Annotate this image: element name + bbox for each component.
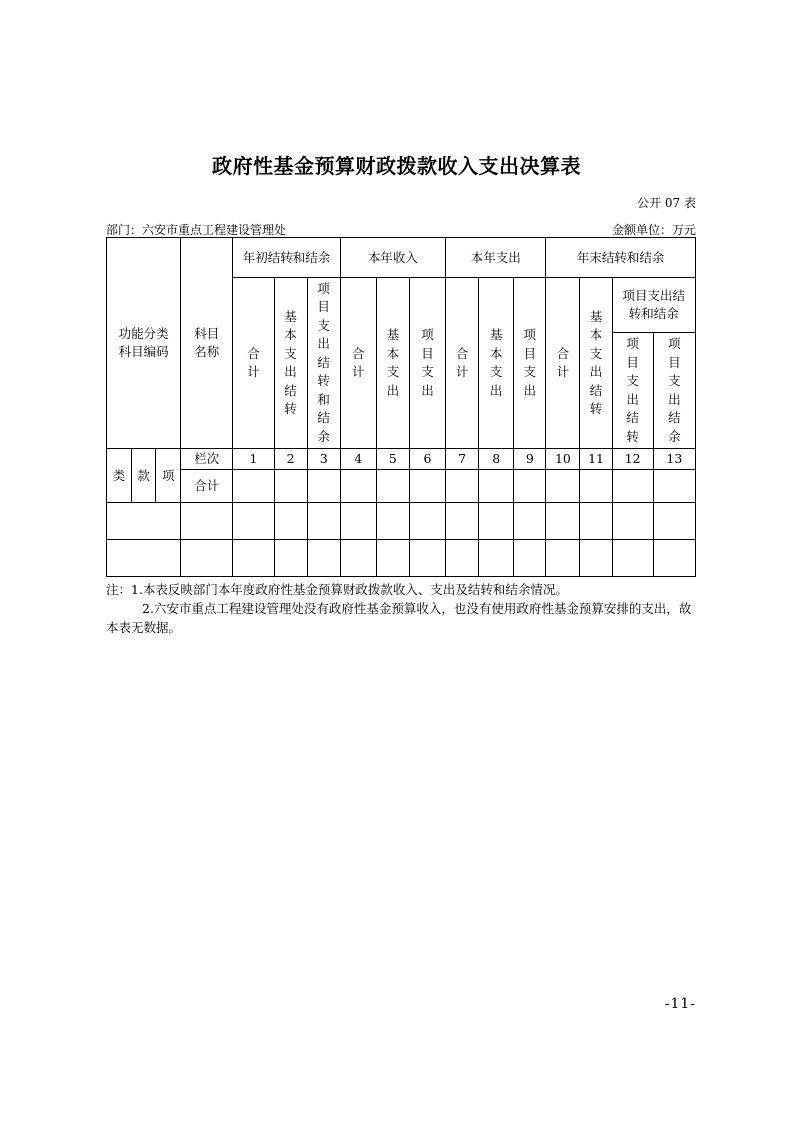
table-cell: [340, 503, 376, 540]
table-cell: [233, 503, 274, 540]
header-begin-total: 合计: [233, 278, 274, 449]
table-cell: [514, 540, 546, 577]
row-total-label: 合计: [181, 470, 233, 503]
subheader-lei: 类: [107, 449, 132, 503]
table-cell: [514, 503, 546, 540]
col-number: 13: [653, 449, 695, 470]
table-cell: [653, 540, 695, 577]
table-cell: [546, 470, 580, 503]
notes: [106, 580, 698, 637]
header-function-code: 功能分类科目编码: [107, 238, 181, 449]
header-begin-balance: 年初结转和结余: [233, 238, 340, 278]
table-cell: [580, 503, 612, 540]
table-cell: [409, 503, 445, 540]
page-title: 政府性基金预算财政拨款收入支出决算表: [212, 154, 581, 178]
table-row: [107, 503, 696, 540]
subheader-kuan: 款: [132, 449, 156, 503]
table-cell: [409, 470, 445, 503]
col-number: 12: [612, 449, 653, 470]
table-cell: [233, 540, 274, 577]
header-subject-name: 科目名称: [181, 238, 233, 449]
row-label-column-index: 栏次: [181, 449, 233, 470]
table-cell: [446, 503, 479, 540]
table-cell: [274, 503, 307, 540]
table-cell: [181, 503, 233, 540]
header-expense-project: 项目支出: [514, 278, 546, 449]
header-current-expense: 本年支出: [446, 238, 546, 278]
table-cell: [479, 540, 514, 577]
col-number: 10: [546, 449, 580, 470]
table-cell: [107, 503, 181, 540]
table-cell: [274, 540, 307, 577]
table-cell: [580, 540, 612, 577]
col-number: 8: [479, 449, 514, 470]
header-begin-project-carry-balance: 项目支出结转和结余: [307, 278, 340, 449]
table-cell: [612, 540, 653, 577]
header-expense-total: 合计: [446, 278, 479, 449]
table-cell: [409, 540, 445, 577]
header-income-basic: 基本支出: [376, 278, 409, 449]
col-number: 6: [409, 449, 445, 470]
header-expense-basic: 基本支出: [479, 278, 514, 449]
table-cell: [376, 470, 409, 503]
budget-table: [106, 237, 696, 577]
table-cell: [307, 470, 340, 503]
header-income-project: 项目支出: [409, 278, 445, 449]
col-number: 1: [233, 449, 274, 470]
table-cell: [546, 503, 580, 540]
col-number: 4: [340, 449, 376, 470]
col-number: 2: [274, 449, 307, 470]
table-cell: [479, 470, 514, 503]
header-end-balance: 年末结转和结余: [546, 238, 696, 278]
department-label: 部门：六安市重点工程建设管理处: [106, 223, 287, 237]
table-cell: [514, 470, 546, 503]
table-cell: [376, 540, 409, 577]
table-cell: [446, 540, 479, 577]
table-cell: [479, 503, 514, 540]
header-end-basic-carry: 基本支出结转: [580, 278, 612, 449]
col-number: 9: [514, 449, 546, 470]
table-cell: [612, 503, 653, 540]
header-end-project-carry-balance: 项目支出结转和结余: [612, 278, 695, 333]
subheader-xiang: 项: [156, 449, 181, 503]
table-cell: [233, 470, 274, 503]
header-income-total: 合计: [340, 278, 376, 449]
note-line-1: 注：1.本表反映部门本年度政府性基金预算财政拨款收入、支出及结转和结余情况。: [106, 582, 568, 597]
table-cell: [612, 470, 653, 503]
header-current-income: 本年收入: [340, 238, 445, 278]
col-number: 5: [376, 449, 409, 470]
table-cell: [307, 540, 340, 577]
header-end-project-balance: 项目支出结余: [653, 333, 695, 449]
col-number: 11: [580, 449, 612, 470]
table-cell: [446, 470, 479, 503]
form-number: 公开 07 表: [637, 196, 696, 210]
header-end-project-carry: 项目支出结转: [612, 333, 653, 449]
table-cell: [340, 470, 376, 503]
table-cell: [307, 503, 340, 540]
header-begin-basic-carry: 基本支出结转: [274, 278, 307, 449]
table-cell: [653, 470, 695, 503]
note-line-2: 2.六安市重点工程建设管理处没有政府性基金预算收入，也没有使用政府性基金预算安排的支出，故本表无数据。: [106, 601, 692, 635]
col-number: 7: [446, 449, 479, 470]
amount-unit-label: 金额单位：万元: [611, 223, 696, 237]
table-cell: [107, 540, 181, 577]
page-number: -11-: [664, 996, 696, 1012]
table-cell: [653, 503, 695, 540]
col-number: 3: [307, 449, 340, 470]
table-cell: [181, 540, 233, 577]
table-row: [107, 540, 696, 577]
table-cell: [580, 470, 612, 503]
table-cell: [546, 540, 580, 577]
table-cell: [340, 540, 376, 577]
header-end-total: 合计: [546, 278, 580, 449]
table-cell: [376, 503, 409, 540]
table-cell: [274, 470, 307, 503]
